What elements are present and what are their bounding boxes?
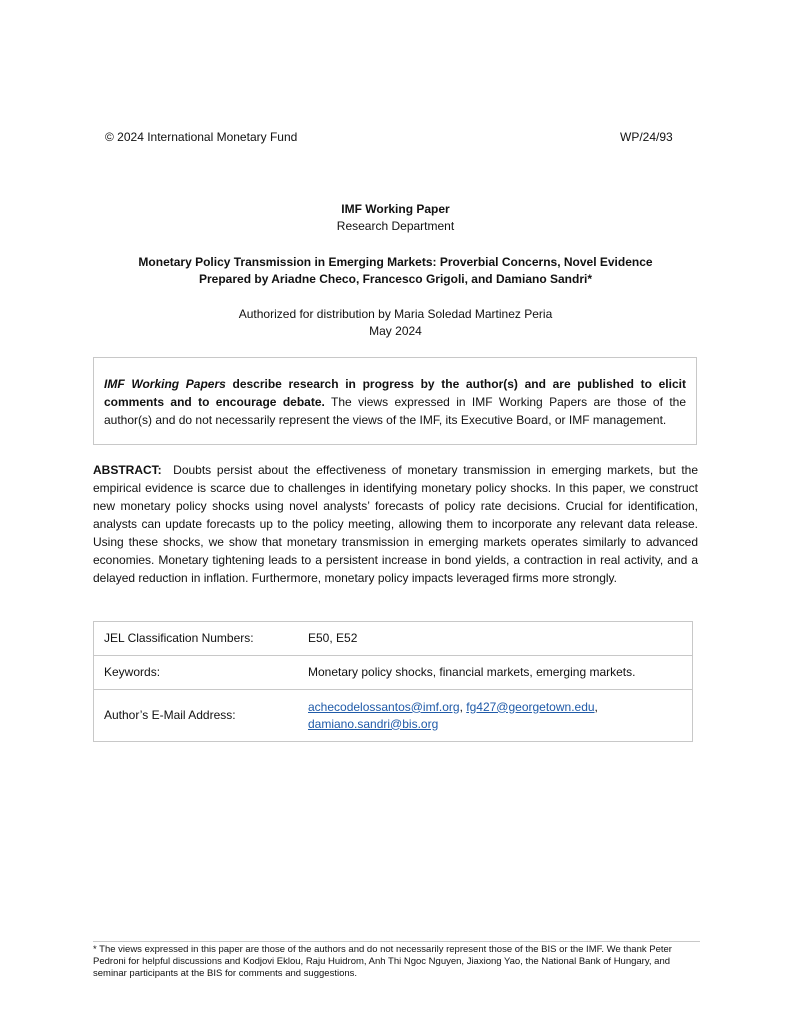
publication-date: May 2024 [369, 324, 422, 338]
jel-value: E50, E52 [298, 622, 693, 656]
info-table [93, 621, 693, 742]
disclaimer-lead: IMF Working Papers [104, 377, 226, 391]
disclaimer-bold: describe research in progress by the author(s) and are published to elicit comments and to encourage debate. [104, 377, 686, 409]
disclaimer-box [93, 357, 697, 445]
authors-line: Prepared by Ariadne Checo, Francesco Grigoli, and Damiano Sandri* [199, 272, 592, 286]
email-label: Author’s E-Mail Address: [94, 690, 299, 742]
paper-title: Monetary Policy Transmission in Emerging Markets: Proverbial Concerns, Novel Evidence [138, 255, 653, 269]
email-link-sandri[interactable]: damiano.sandri@bis.org [308, 716, 439, 731]
table-row [94, 656, 693, 690]
copyright-notice: © 2024 International Monetary Fund [105, 130, 298, 144]
abstract-label: ABSTRACT: [93, 463, 162, 477]
abstract-text: Doubts persist about the effectiveness of monetary transmission in emerging markets, but the empirical evidence is scarce due to challenges in identifying monetary policy shocks. In this paper, we construct new monetary policy shocks using novel analysts’ forecasts of policy rate decisions. Crucial for identification, analysts can update forecasts up to the policy meeting, allowing them to incorporate any relevant data release. Using these shocks, we show that monetary transmission in emerging markets operates similarly to advanced economies. Monetary tightening leads to a persistent increase in bond yields, a contraction in real activity, and a delayed reduction in inflation. Furthermore, monetary policy impacts leveraged firms more strongly. [93, 463, 699, 585]
email-value: achecodelossantos@imf.org, fg427@georgetown.edu, damiano.sandri@bis.org [298, 690, 693, 742]
email-link-checo[interactable]: achecodelossantos@imf.org [308, 699, 460, 714]
footnote: * The views expressed in this paper are those of the authors and do not necessarily represent those of the BIS or the IMF. We thank Peter Pedroni for helpful discussions and Kodjovi Eklou, Raju Huidrom, Anh Thi Ngoc Nguyen, Jiaxiong Yao, the National Bank of Hungary, and seminar participants at the BIS for comments and suggestions. [93, 944, 672, 979]
abstract [93, 461, 698, 587]
paper-series: IMF Working Paper [341, 202, 450, 216]
keywords-label: Keywords: [94, 656, 299, 690]
department: Research Department [336, 219, 455, 233]
keywords-value: Monetary policy shocks, financial markets, emerging markets. [298, 656, 693, 690]
table-row [94, 622, 693, 656]
table-row [94, 690, 693, 742]
email-link-grigoli[interactable]: fg427@georgetown.edu [466, 699, 595, 714]
jel-label: JEL Classification Numbers: [94, 622, 299, 656]
disclaimer-text: The views expressed in IMF Working Papers are those of the author(s) and do not necessarily represent the views of the IMF, its Executive Board, or IMF management. [104, 395, 686, 427]
footnote-divider [93, 941, 700, 942]
authorized-by: Authorized for distribution by Maria Soledad Martinez Peria [238, 307, 553, 321]
paper-number: WP/24/93 [620, 130, 673, 144]
